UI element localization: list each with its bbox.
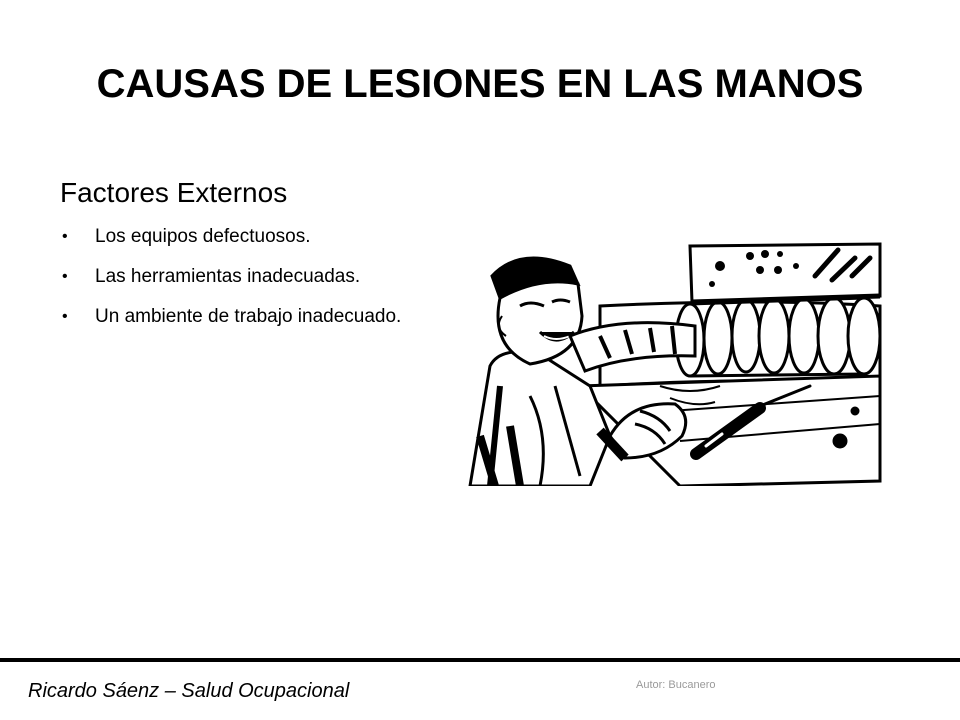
bullet-marker: • [62, 308, 68, 325]
bullet-list [60, 224, 460, 344]
subheading: Factores Externos [60, 177, 288, 208]
slide-title: CAUSAS DE LESIONES EN LAS MANOS [96, 62, 864, 106]
footer-divider [0, 658, 960, 662]
footer-author-line: Ricardo Sáenz – Salud Ocupacional [28, 680, 350, 702]
bullet-marker: • [62, 228, 68, 245]
bullet-marker: • [62, 268, 68, 285]
worker-head [492, 258, 582, 364]
worker-body [470, 352, 610, 486]
bullet-item [60, 224, 460, 250]
bullet-item [60, 264, 460, 290]
bullet-text: Los equipos defectuosos. [95, 226, 311, 247]
injured-worker-illustration [460, 236, 884, 486]
bullet-text: Un ambiente de trabajo inadecuado. [95, 306, 402, 327]
bullet-item [60, 304, 460, 330]
footer-credit: Autor: Bucanero [636, 679, 716, 691]
bullet-text: Las herramientas inadecuadas. [95, 266, 361, 287]
